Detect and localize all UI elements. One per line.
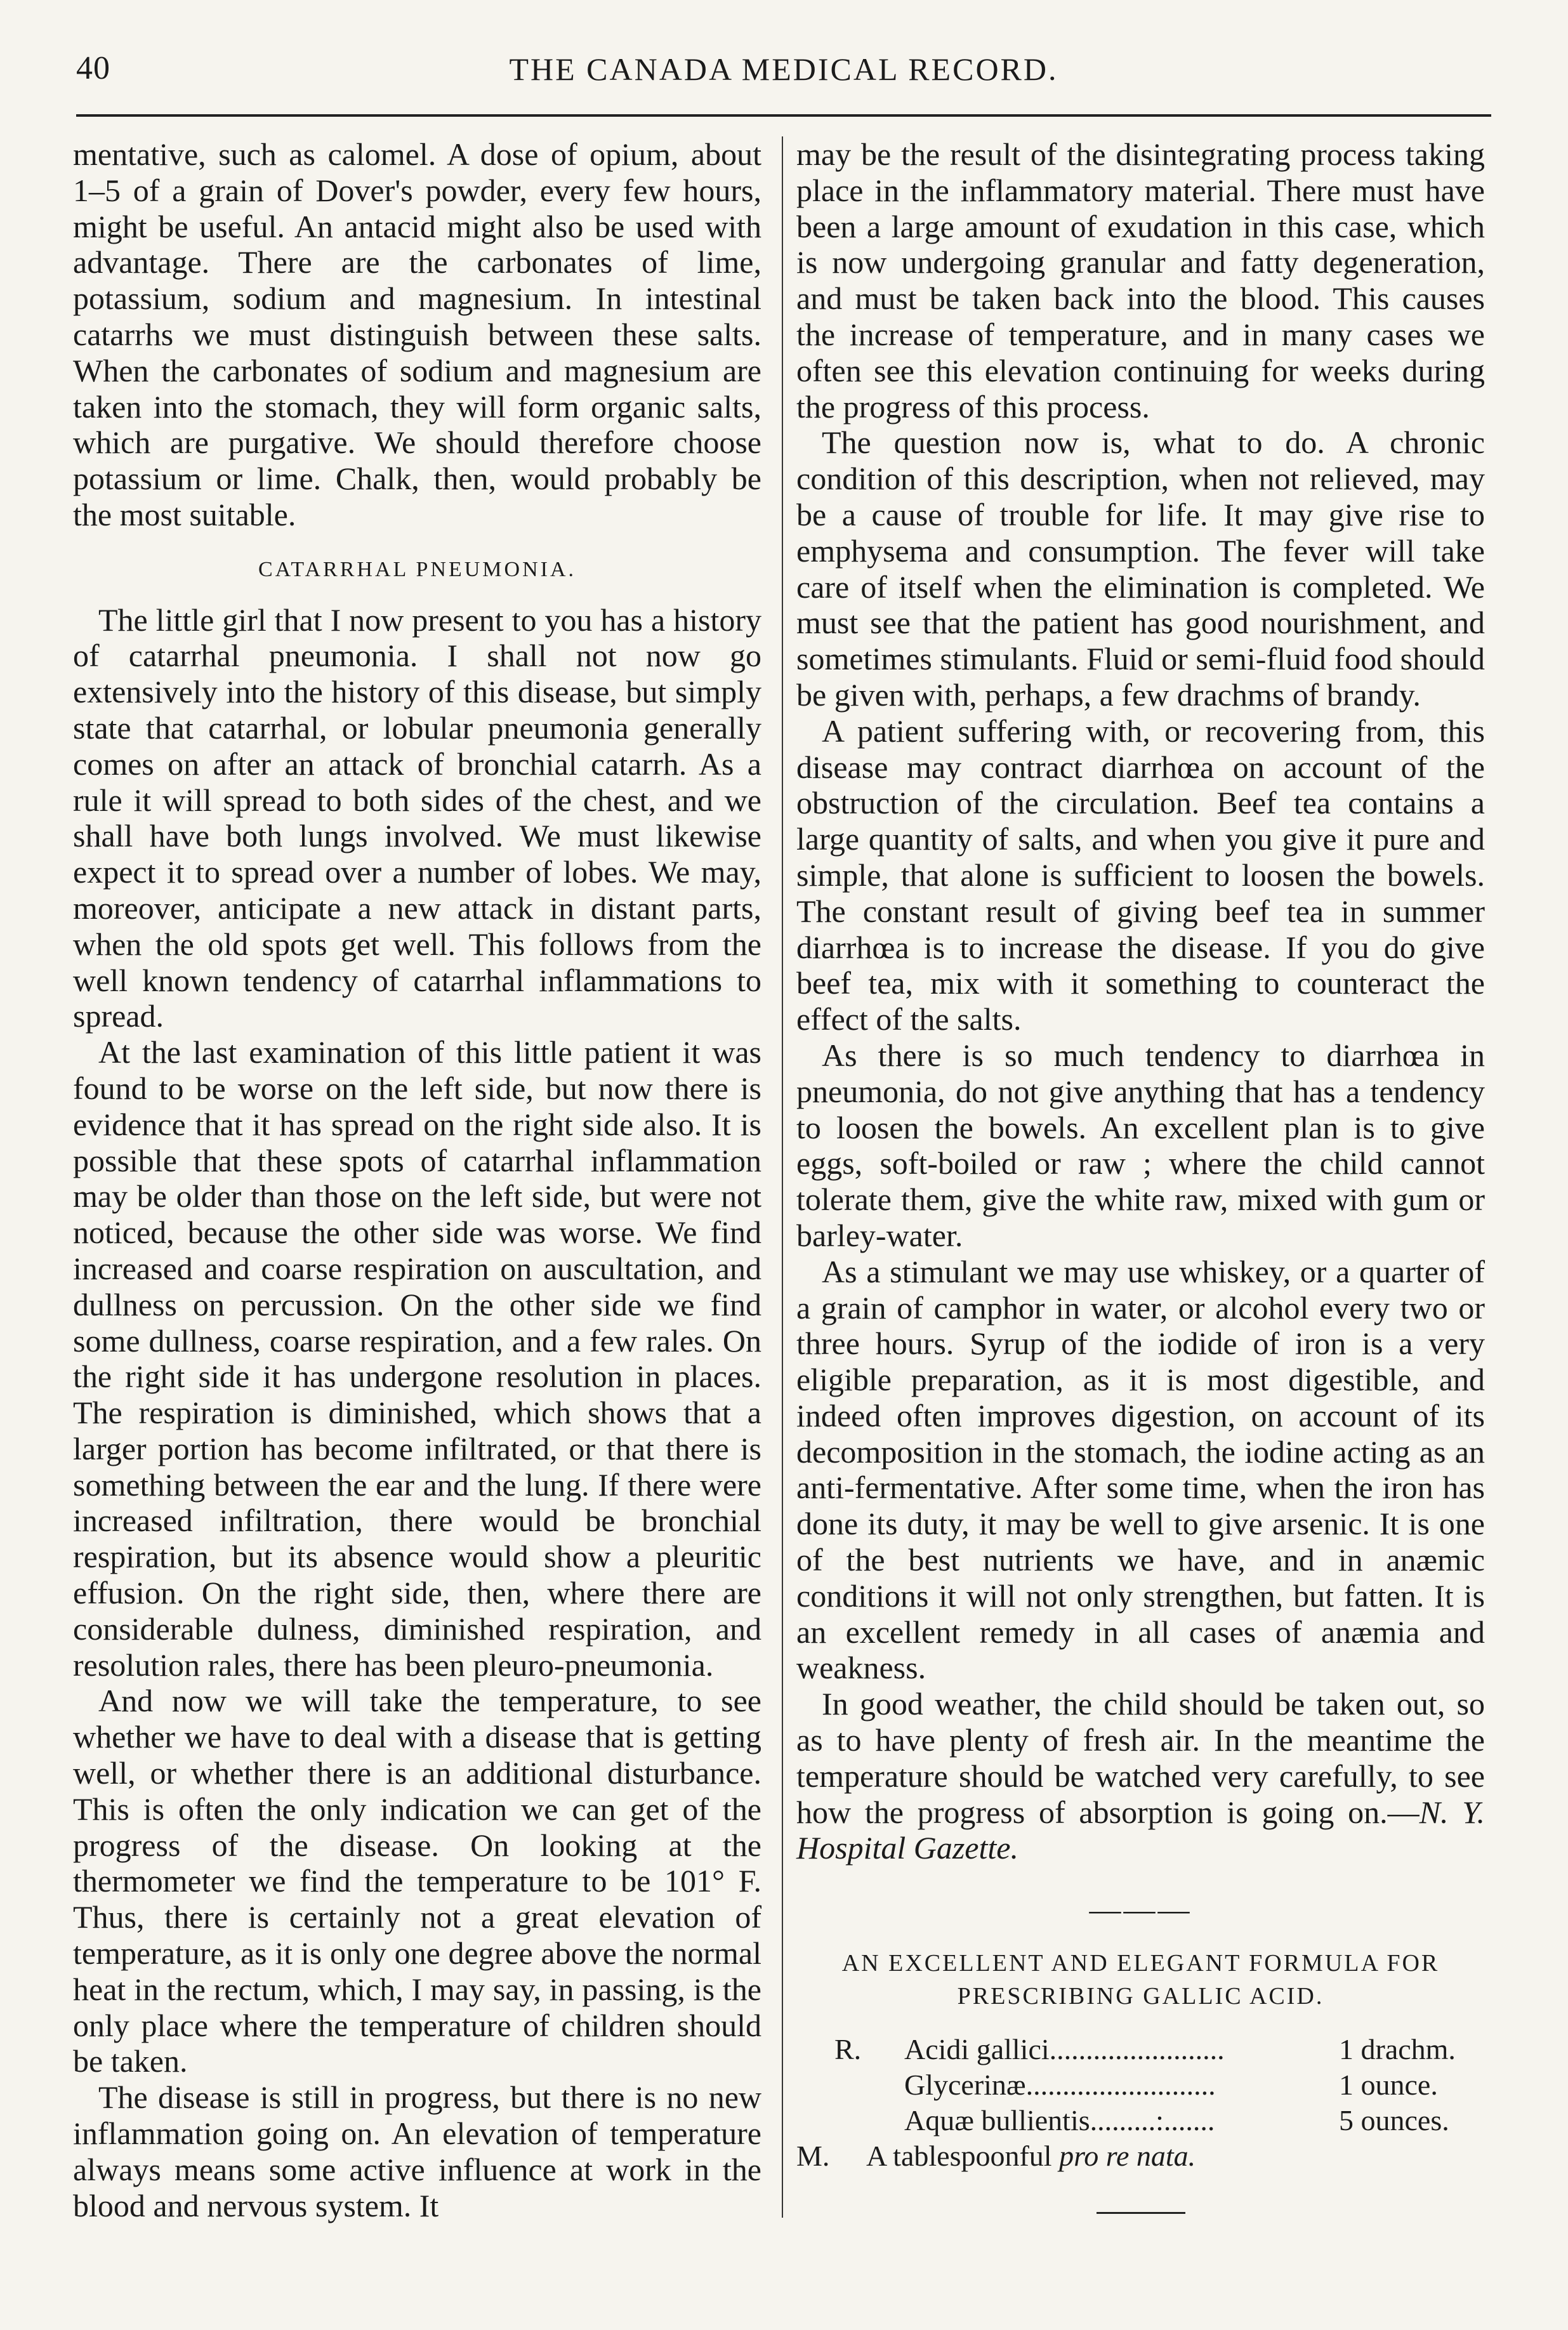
rx-ingredient: Aquæ bullientis.........:....... [904,2104,1215,2137]
formula-title-line: PRESCRIBING GALLIC ACID. [957,1983,1324,2010]
prescription-line [796,2103,1485,2138]
header-rule [76,114,1491,117]
paragraph: As there is so much tendency to diarrhœa in pneumonia, do not give anything that has a tendency to loosen the bowels. An excellent plan is to give eggs, soft-boiled or raw ; where the child cannot tolerate them, give the white raw, mixed with gum or barley-water. [796,1037,1485,1253]
running-title: THE CANADA MEDICAL RECORD. [509,51,1058,87]
paragraph: As a stimulant we may use whiskey, or a quarter of a grain of camphor in water, or alcohol every two or three hours. Syrup of the iodide of iron is a very eligible preparation, as it is most digestible, and indeed often improves digestion, on account of its decomposition in the stomach, the iodine acting as an anti-fermentative. After some time, when the iron has done its duty, it may be well to give arsenic. It is one of the best nutrients we have, and in anæmic conditions it will not only strengthen, but fatten. It is an excellent remedy in all cases of anæmia and weakness. [796,1253,1485,1686]
section-divider: ——— [1089,1892,1192,1928]
paragraph: And now we will take the temperature, to see whether we have to deal with a disease that is getting well, or whether there is an additional disturbance. This is often the only indication we can get of the progress of the disease. On looking at the thermometer we find the temperature to be 101° F. Thus, there is certainly not a great elevation of temperature, as it is only one degree above the normal heat in the rectum, which, I may say, in passing, is the only place where the temperature of children should be taken. [73,1683,761,2079]
rx-symbol [796,2103,904,2138]
paragraph: The question now is, what to do. A chronic condition of this description, when not relieved, may be a cause of trouble for life. It may give rise to emphysema and consumption. The fever will take care of itself when the elimination is completed. We must see that the patient has good nourishment, and sometimes stimulants. Fluid or semi-fluid food should be given with, perhaps, a few drachms of brandy. [796,425,1485,713]
page-number: 40 [76,50,110,86]
rx-directions [866,2138,1485,2174]
right-column [796,136,1485,2214]
rx-ingredient: Glycerinæ.......................... [904,2069,1216,2102]
prescription [796,2032,1485,2174]
formula-title [796,1947,1485,2013]
paragraph: A patient suffering with, or recovering from, this disease may contract diarrhœa on account of the obstruction of the circulation. Beef tea contains a large quantity of salts, and when you give it pure and simple, that alone is sufficient to loosen the bowels. The constant result of giving beef tea in summer diarrhœa is to increase the disease. If you do give beef tea, mix with it something to counteract the effect of the salts. [796,713,1485,1037]
paragraph-text: In good weather, the child should be taken out, so as to have plenty of fresh air. In the meantime the temperature should be watched very carefully, to see how the progress of absorption is going on.— [796,1686,1485,1830]
left-column [73,136,761,2223]
prescription-line [796,2032,1485,2067]
formula-title-line: AN EXCELLENT AND ELEGANT FORMULA FOR [841,1950,1440,1977]
end-rule [1097,2212,1185,2214]
prescription-line [796,2067,1485,2103]
paragraph [796,1686,1485,1866]
rx-misce-symbol: M. [796,2140,830,2173]
paragraph: mentative, such as calomel. A dose of opium, about 1–5 of a grain of Dover's powder, every few hours, might be useful. An antacid might also be used with advantage. There are the carbonates of lime, potassium, sodium and magnesium. In intestinal catarrhs we must distinguish between these salts. When the carbonates of sodium and magnesium are taken into the stomach, they will form organic salts, which are purgative. We should therefore choose potassium or lime. Chalk, then, would probably be the most suitable. [73,136,761,532]
paragraph: may be the result of the disintegrating process taking place in the inflammatory material. There must have been a large amount of exudation in this case, which is now undergoing granular and fatty degeneration, and must be taken back into the blood. This causes the increase of temperature, and in many cases we often see this elevation continuing for weeks during the progress of this process. [796,136,1485,425]
paragraph: The disease is still in progress, but there is no new inflammation going on. An elevation of temperature always means some active influence at work in the blood and nervous system. It [73,2079,761,2223]
rx-symbol: R. [834,2033,862,2066]
page-header [76,44,1491,102]
column-divider [782,136,783,2218]
rx-symbol [796,2067,904,2103]
paragraph: The little girl that I now present to you has a history of catarrhal pneumonia. I shall not now go extensively into the history of this disease, but simply state that catarrhal, or lobular pneumonia generally comes on after an attack of bronchial catarrh. As a rule it will spread to both sides of the chest, and we shall have both lungs involved. We must likewise expect it to spread over a number of lobes. We may, moreover, anticipate a new attack in distant parts, when the old spots get well. This follows from the well known tendency of catarrhal inflammations to spread. [73,602,761,1034]
paragraph: At the last examination of this little patient it was found to be worse on the left side, but now there is evidence that it has spread on the right side also. It is possible that these spots of catarrhal inflammation may be older than those on the left side, but were not noticed, because the other side was worse. We find increased and coarse respiration on auscultation, and dullness on percussion. On the other side we find some dullness, coarse respiration, and a few rales. On the right side it has undergone resolution in places. The respiration is diminished, which shows that a larger portion has become infiltrated, or that there is something between the ear and the lung. If there were increased infiltration, there would be bronchial respiration, but its absence would show a pleuritic effusion. On the right side, then, where there are considerable dulness, diminished respiration, and resolution rales, there has been pleuro-pneumonia. [73,1034,761,1683]
rx-quantity: 1 drachm. [1339,2033,1456,2066]
section-heading: CATARRHAL PNEUMONIA. [258,557,577,581]
source-citation: N. Y. Hospital Gazette. [796,1794,1486,1866]
rx-directions-latin: pro re nata. [1059,2140,1196,2173]
rx-ingredient: Acidi gallici........................ [904,2033,1225,2066]
rx-quantity: 5 ounces. [1339,2104,1449,2137]
rx-quantity: 1 ounce. [1339,2069,1438,2102]
rx-directions-text: A tablespoonful [866,2140,1060,2173]
prescription-directions [796,2138,1485,2174]
